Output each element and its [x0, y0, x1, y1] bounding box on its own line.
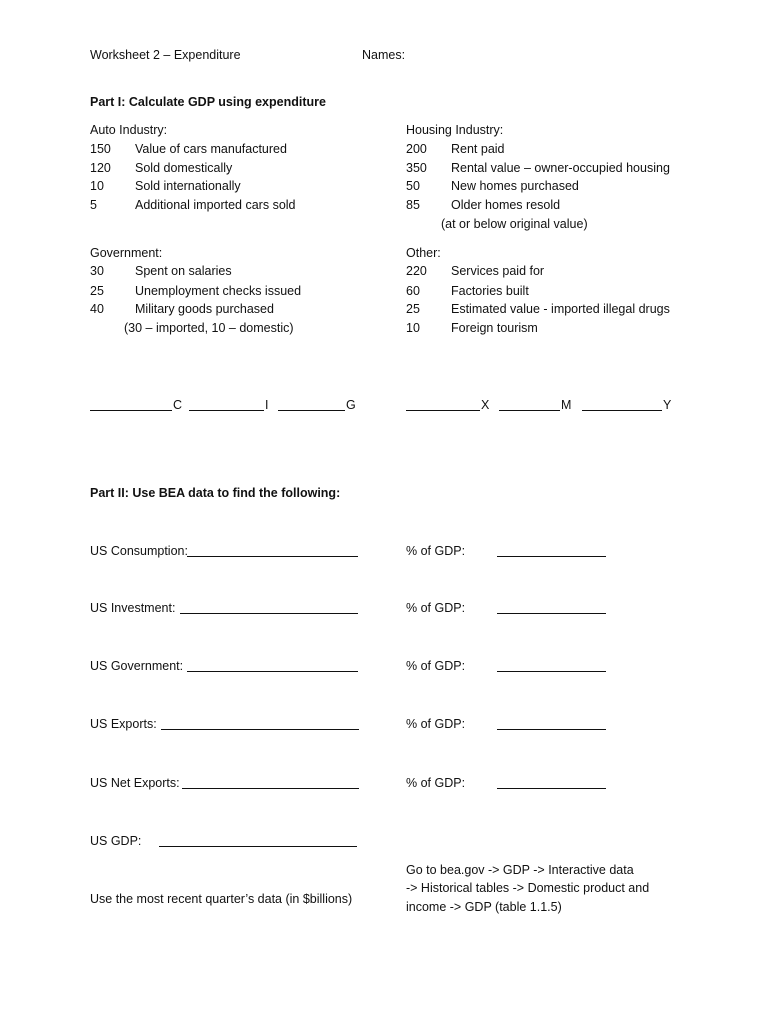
item-text: Sold domestically	[135, 161, 233, 175]
pct-gdp-label: % of GDP:	[406, 776, 466, 790]
item-number: 60	[406, 284, 420, 298]
item-number: 220	[406, 264, 427, 278]
g-label: G	[346, 398, 356, 412]
item-number: 200	[406, 142, 427, 156]
part1-heading: Part I: Calculate GDP using expenditure	[90, 95, 326, 109]
item-text: Spent on salaries	[135, 264, 232, 278]
us-gdp-blank[interactable]	[159, 846, 357, 847]
item-number: 5	[90, 198, 97, 212]
us-exports-label: US Exports:	[90, 717, 157, 731]
item-text: Sold internationally	[135, 179, 241, 193]
item-text: Services paid for	[451, 264, 545, 278]
worksheet-title: Worksheet 2 – Expenditure	[90, 48, 241, 62]
y-answer-blank[interactable]	[582, 410, 662, 411]
us-government-pct-blank[interactable]	[497, 671, 606, 672]
item-number: 10	[406, 321, 420, 335]
us-net-exports-label: US Net Exports:	[90, 776, 180, 790]
pct-gdp-label: % of GDP:	[406, 601, 466, 615]
us-investment-pct-blank[interactable]	[497, 613, 606, 614]
item-number: 120	[90, 161, 111, 175]
item-text: Estimated value - imported illegal drugs	[451, 302, 670, 316]
item-text: Rental value – owner-occupied housing	[451, 161, 670, 175]
us-government-blank[interactable]	[187, 671, 358, 672]
item-number: 25	[406, 302, 420, 316]
us-gdp-label: US GDP:	[90, 834, 142, 848]
m-label: M	[561, 398, 572, 412]
i-label: I	[265, 398, 269, 412]
item-text: New homes purchased	[451, 179, 579, 193]
part2-heading: Part II: Use BEA data to find the following:	[90, 486, 341, 500]
item-text: Factories built	[451, 284, 529, 298]
g-answer-blank[interactable]	[278, 410, 345, 411]
item-text: Foreign tourism	[451, 321, 538, 335]
us-net-exports-blank[interactable]	[182, 788, 359, 789]
item-text: Older homes resold	[451, 198, 561, 212]
item-number: 25	[90, 284, 104, 298]
item-number: 50	[406, 179, 420, 193]
us-investment-label: US Investment:	[90, 601, 176, 615]
recent-quarter-note: Use the most recent quarter’s data (in $billions)	[90, 892, 353, 906]
government-note: (30 – imported, 10 – domestic)	[124, 321, 294, 335]
housing-note: (at or below original value)	[441, 217, 588, 231]
us-net-exports-pct-blank[interactable]	[497, 788, 606, 789]
us-government-label: US Government:	[90, 659, 184, 673]
m-answer-blank[interactable]	[499, 410, 560, 411]
item-number: 10	[90, 179, 104, 193]
item-number: 30	[90, 264, 104, 278]
item-number: 350	[406, 161, 427, 175]
us-investment-blank[interactable]	[180, 613, 358, 614]
us-exports-pct-blank[interactable]	[497, 729, 606, 730]
us-exports-blank[interactable]	[161, 729, 359, 730]
us-consumption-label: US Consumption:	[90, 544, 188, 558]
item-text: Military goods purchased	[135, 302, 274, 316]
housing-industry-title: Housing Industry:	[406, 123, 504, 137]
auto-industry-title: Auto Industry:	[90, 123, 168, 137]
c-label: C	[173, 398, 183, 412]
item-text: Value of cars manufactured	[135, 142, 287, 156]
pct-gdp-label: % of GDP:	[406, 717, 466, 731]
item-text: Additional imported cars sold	[135, 198, 296, 212]
bea-instructions-line-2: -> Historical tables -> Domestic product and	[406, 881, 650, 895]
bea-instructions-line-1: Go to bea.gov -> GDP -> Interactive data	[406, 863, 634, 877]
item-text: Rent paid	[451, 142, 505, 156]
bea-instructions-line-3: income -> GDP (table 1.1.5)	[406, 900, 562, 914]
pct-gdp-label: % of GDP:	[406, 659, 466, 673]
other-title: Other:	[406, 246, 441, 260]
x-answer-blank[interactable]	[406, 410, 480, 411]
item-number: 40	[90, 302, 104, 316]
item-number: 85	[406, 198, 420, 212]
names-label: Names:	[362, 48, 406, 62]
us-consumption-blank[interactable]	[187, 556, 358, 557]
item-text: Unemployment checks issued	[135, 284, 302, 298]
us-consumption-pct-blank[interactable]	[497, 556, 606, 557]
x-label: X	[481, 398, 490, 412]
pct-gdp-label: % of GDP:	[406, 544, 466, 558]
government-title: Government:	[90, 246, 163, 260]
y-label: Y	[663, 398, 672, 412]
c-answer-blank[interactable]	[90, 410, 172, 411]
item-number: 150	[90, 142, 111, 156]
i-answer-blank[interactable]	[189, 410, 264, 411]
